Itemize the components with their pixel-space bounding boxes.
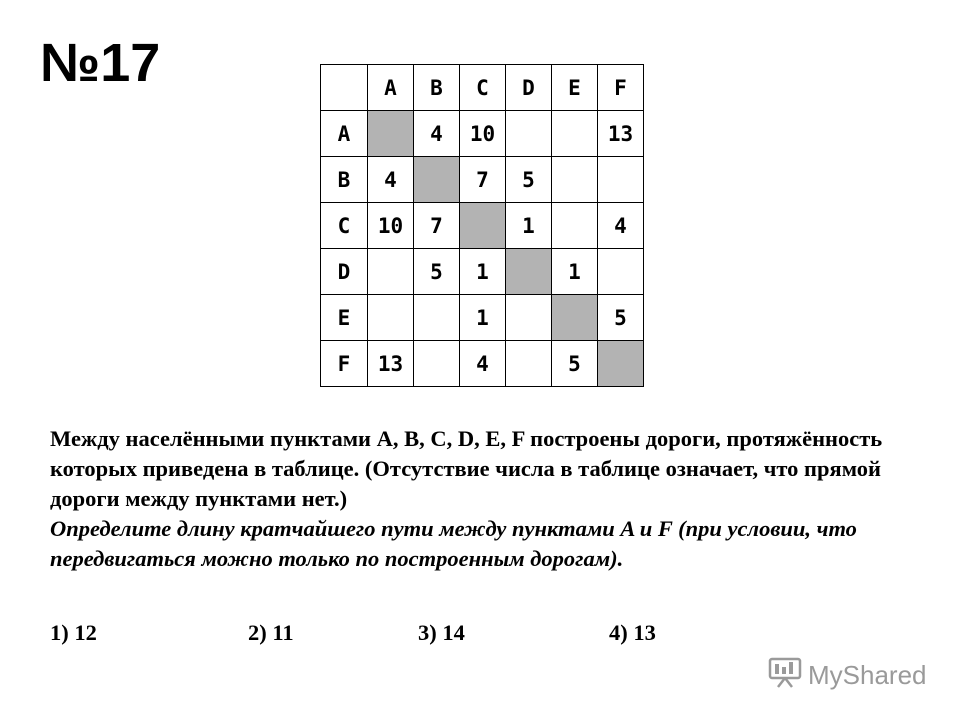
table-row [321, 203, 644, 249]
column-header: C [460, 65, 506, 111]
table-cell: 7 [460, 157, 506, 203]
table-cell: 13 [598, 111, 644, 157]
table-cell [506, 295, 552, 341]
table-cell [506, 249, 552, 295]
column-header: F [598, 65, 644, 111]
table-cell: 13 [368, 341, 414, 387]
table-cell [598, 341, 644, 387]
table-cell [506, 341, 552, 387]
slide-number: №17 [40, 33, 161, 93]
distance-table [320, 64, 644, 387]
column-header: B [414, 65, 460, 111]
table-cell: 5 [598, 295, 644, 341]
table-cell: 4 [598, 203, 644, 249]
problem-question: Определите длину кратчайшего пути между пунктами A и F (при условии, что передвигаться можно только по построенным дорогам). [50, 516, 857, 571]
answer-option-1: 1) 12 [50, 620, 97, 645]
table-cell [506, 111, 552, 157]
table-cell [414, 157, 460, 203]
table-cell [552, 111, 598, 157]
table-row [321, 341, 644, 387]
table-cell: 4 [414, 111, 460, 157]
table-corner-cell [321, 65, 368, 111]
table-cell [414, 295, 460, 341]
table-cell: 1 [460, 249, 506, 295]
table-header-row [321, 65, 644, 111]
watermark-text: MyShared [808, 660, 927, 690]
table-cell [460, 203, 506, 249]
column-header: E [552, 65, 598, 111]
column-header: A [368, 65, 414, 111]
table-cell: 1 [552, 249, 598, 295]
problem-text [50, 424, 930, 574]
table-cell [552, 157, 598, 203]
row-header: E [321, 295, 368, 341]
table-cell [368, 249, 414, 295]
table-cell: 1 [460, 295, 506, 341]
table-cell: 5 [552, 341, 598, 387]
table-cell: 4 [368, 157, 414, 203]
table-cell [598, 249, 644, 295]
table-cell [368, 111, 414, 157]
table-row [321, 111, 644, 157]
table-cell [598, 157, 644, 203]
table-cell: 4 [460, 341, 506, 387]
row-header: A [321, 111, 368, 157]
answer-option-2: 2) 11 [248, 620, 294, 645]
answer-option-3: 3) 14 [418, 620, 465, 645]
table-row [321, 295, 644, 341]
watermark-logo [768, 656, 927, 695]
answer-option-4: 4) 13 [609, 620, 656, 645]
table-cell: 7 [414, 203, 460, 249]
column-header: D [506, 65, 552, 111]
table-cell [552, 295, 598, 341]
presentation-board-icon [768, 656, 802, 695]
table-row [321, 157, 644, 203]
table-cell: 5 [506, 157, 552, 203]
row-header: B [321, 157, 368, 203]
table-cell [552, 203, 598, 249]
table-cell [368, 295, 414, 341]
table-row [321, 249, 644, 295]
row-header: F [321, 341, 368, 387]
problem-statement: Между населёнными пунктами A, B, C, D, E, F построены дороги, протяжённость которых приведена в таблице. (Отсутствие числа в таблице означает, что прямой дороги между пунктами нет.) [50, 426, 883, 511]
table-cell: 5 [414, 249, 460, 295]
table-cell [414, 341, 460, 387]
table-cell: 10 [368, 203, 414, 249]
table-cell: 1 [506, 203, 552, 249]
table-cell: 10 [460, 111, 506, 157]
row-header: C [321, 203, 368, 249]
row-header: D [321, 249, 368, 295]
